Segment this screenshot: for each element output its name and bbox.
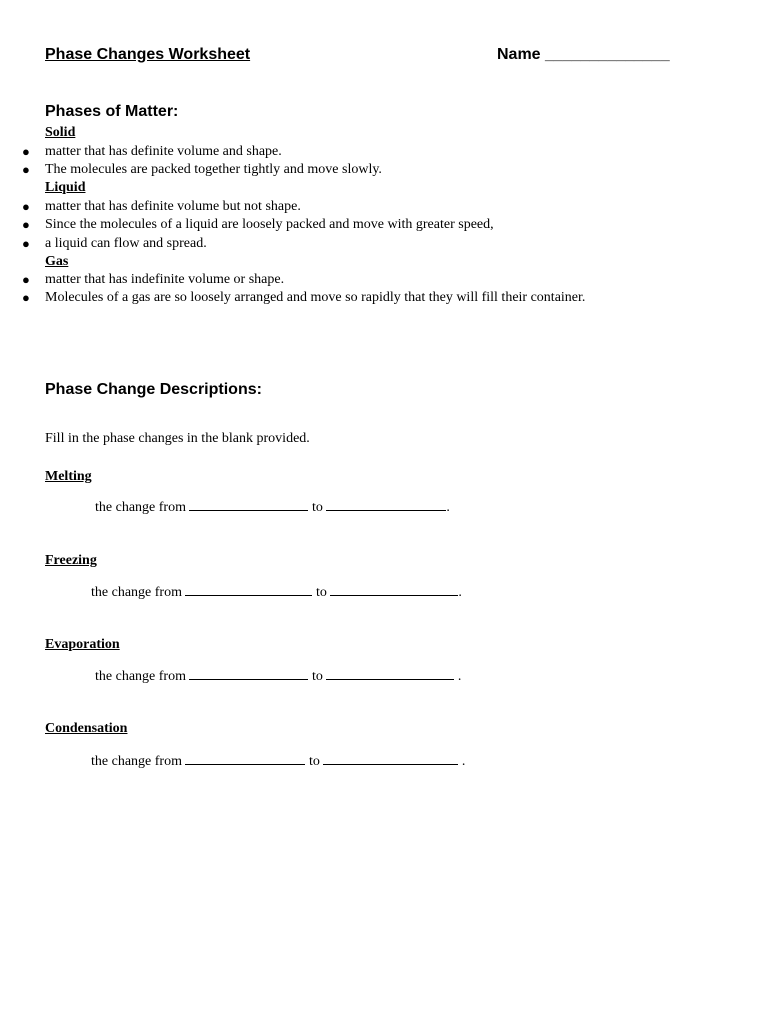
period-text: . [458,585,462,600]
change-from-text: the change from [91,585,182,600]
evaporation-blank-line [95,665,461,685]
condensation-blank-line [91,750,465,770]
to-text: to [315,585,327,600]
bullet-icon: ● [22,217,30,232]
solid-item-1: matter that has definite volume and shape. [45,144,282,159]
liquid-item-3: a liquid can flow and spread. [45,236,207,251]
from-blank[interactable] [189,496,308,511]
change-from-text: the change from [95,500,186,515]
to-text: to [308,754,320,769]
melting-blank-line [95,496,450,516]
solid-label: Solid [45,125,76,140]
bullet-icon: ● [22,162,30,177]
to-blank[interactable] [326,665,454,680]
to-blank[interactable] [326,496,446,511]
from-blank[interactable] [189,665,308,680]
freezing-blank-line [91,581,462,601]
change-from-text: the change from [91,754,182,769]
freezing-label: Freezing [45,553,97,568]
descriptions-heading: Phase Change Descriptions: [45,381,262,398]
melting-label: Melting [45,469,92,484]
period-text: . [446,500,450,515]
bullet-icon: ● [22,272,30,287]
gas-label: Gas [45,254,69,269]
bullet-icon: ● [22,236,30,251]
to-text: to [311,500,323,515]
bullet-icon: ● [22,290,30,305]
change-from-text: the change from [95,669,186,684]
evaporation-label: Evaporation [45,637,120,652]
liquid-item-2: Since the molecules of a liquid are loosely packed and move with greater speed, [45,217,494,232]
to-text: to [311,669,323,684]
gas-item-1: matter that has indefinite volume or shape. [45,272,285,287]
liquid-label: Liquid [45,180,86,195]
from-blank[interactable] [185,750,305,765]
name-field-label: Name ______________ [497,46,670,63]
to-blank[interactable] [330,581,458,596]
bullet-icon: ● [22,144,30,159]
liquid-item-1: matter that has definite volume but not shape. [45,199,301,214]
worksheet-title: Phase Changes Worksheet [45,46,251,63]
from-blank[interactable] [185,581,312,596]
to-blank[interactable] [323,750,458,765]
solid-item-2: The molecules are packed together tightly and move slowly. [45,162,382,177]
period-text: . [454,669,462,684]
instruction-text: Fill in the phase changes in the blank provided. [45,431,310,446]
gas-item-2: Molecules of a gas are so loosely arranged and move so rapidly that they will fill their container. [45,290,586,305]
phases-heading: Phases of Matter: [45,103,179,120]
bullet-icon: ● [22,199,30,214]
condensation-label: Condensation [45,721,128,736]
period-text: . [458,754,466,769]
